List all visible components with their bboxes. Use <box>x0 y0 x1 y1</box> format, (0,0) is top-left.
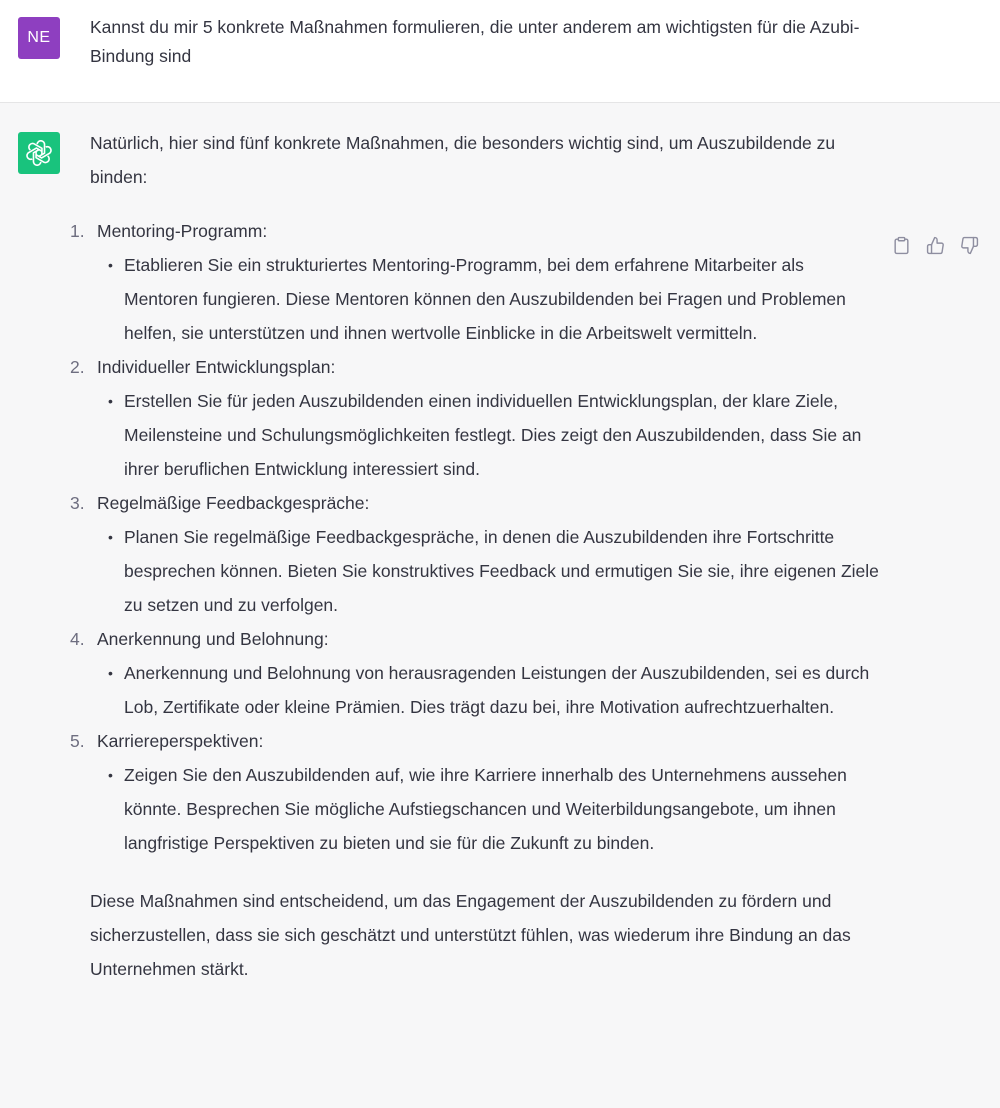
list-item <box>70 724 880 860</box>
message-actions <box>890 234 980 256</box>
openai-logo-icon <box>26 140 52 166</box>
list-item-title: Individueller Entwicklungsplan: <box>97 357 336 377</box>
list-item-detail: • Planen Sie regelmäßige Feedbackgespräche, in denen die Auszubildenden ihre Fortschritte besprechen können. Bieten Sie konstruktives Feedback und ermutigen Sie sie, ihre eigenen Ziele zu setzen und zu verfolgen. <box>124 520 880 622</box>
list-item <box>70 214 880 350</box>
list-item <box>70 350 880 486</box>
assistant-avatar <box>18 132 60 174</box>
list-item-details <box>97 656 880 724</box>
clipboard-icon <box>892 236 911 255</box>
list-item-number: 4. <box>70 629 85 649</box>
assistant-message-row <box>0 103 1000 1108</box>
user-avatar <box>18 17 60 59</box>
list-item-number: 1. <box>70 221 85 241</box>
list-item-title: Mentoring-Programm: <box>97 221 268 241</box>
list-item-number: 2. <box>70 357 85 377</box>
list-item-title: Karriereperspektiven: <box>97 731 264 751</box>
list-item-details <box>97 384 880 486</box>
user-message-row <box>0 0 1000 103</box>
list-item-details <box>97 248 880 350</box>
thumbs-up-button[interactable] <box>924 234 946 256</box>
thumbs-down-button[interactable] <box>958 234 980 256</box>
measures-list <box>70 214 880 860</box>
assistant-outro: Diese Maßnahmen sind entscheidend, um das Engagement der Auszubildenden zu fördern und sicherzustellen, dass sie sich geschätzt und unterstützt fühlen, was wiederum ihre Bindung an das Unternehmen stärkt. <box>90 891 851 979</box>
list-item-number: 5. <box>70 731 85 751</box>
assistant-message-content <box>70 126 880 986</box>
list-item-number: 3. <box>70 493 85 513</box>
list-item-title: Anerkennung und Belohnung: <box>97 629 329 649</box>
thumbs-up-icon <box>926 236 945 255</box>
list-item-title: Regelmäßige Feedbackgespräche: <box>97 493 370 513</box>
list-item <box>70 622 880 724</box>
list-item-detail: • Zeigen Sie den Auszubildenden auf, wie ihre Karriere innerhalb des Unternehmens aussehen könnte. Besprechen Sie mögliche Aufstiegschancen und Weiterbildungsangebote, um ihnen langfristige Perspektiven zu bieten und sie für die Zukunft zu binden. <box>124 758 880 860</box>
assistant-intro: Natürlich, hier sind fünf konkrete Maßnahmen, die besonders wichtig sind, um Auszubildende zu binden: <box>90 133 836 187</box>
list-item-detail: • Erstellen Sie für jeden Auszubildenden einen individuellen Entwicklungsplan, der klare Ziele, Meilensteine und Schulungsmöglichkeiten festlegt. Dies zeigt den Auszubildenden, dass Sie an ihrer beruflichen Entwicklung interessiert sind. <box>124 384 880 486</box>
list-item-detail: • Etablieren Sie ein strukturiertes Mentoring-Programm, bei dem erfahrene Mitarbeiter als Mentoren fungieren. Diese Mentoren können den Auszubildenden bei Fragen und Problemen helfen, sie unterstützen und ihnen wertvolle Einblicke in die Arbeitswelt vermitteln. <box>124 248 880 350</box>
copy-button[interactable] <box>890 234 912 256</box>
thumbs-down-icon <box>960 236 979 255</box>
list-item-details <box>97 758 880 860</box>
user-avatar-initials: NE <box>27 29 51 46</box>
list-item <box>70 486 880 622</box>
list-item-detail: • Anerkennung und Belohnung von herausragenden Leistungen der Auszubildenden, sei es durch Lob, Zertifikate oder kleine Prämien. Dies trägt dazu bei, ihre Motivation aufrechtzuerhalten. <box>124 656 880 724</box>
user-message-text: Kannst du mir 5 konkrete Maßnahmen formulieren, die unter anderem am wichtigsten für die Azubi-Bindung sind <box>90 17 860 66</box>
list-item-details <box>97 520 880 622</box>
